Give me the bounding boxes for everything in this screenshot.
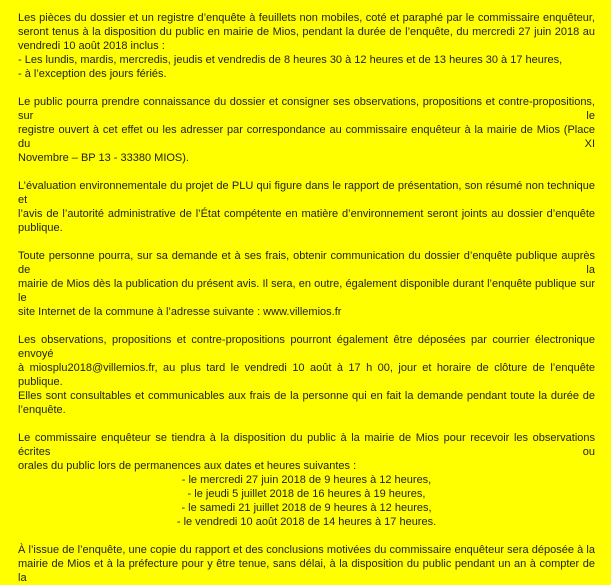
text-line: - à l’exception des jours fériés. <box>18 68 167 80</box>
text-line: registre ouvert à cet effet ou les adresser par correspondance au commissaire enquêteur à la mairie de Mios (Place du XI <box>18 124 595 150</box>
text-line: site Internet de la commune à l’adresse suivante : www.villemios.fr <box>18 306 342 318</box>
text-line: l’enquête. <box>18 404 66 416</box>
text-line: Les pièces du dossier et un registre d’enquête à feuillets non mobiles, coté et paraphé par le commissaire enquêteur, <box>18 12 595 24</box>
list-item: - le jeudi 5 juillet 2018 de 16 heures à 19 heures, <box>187 488 426 500</box>
paragraph-dossier-availability <box>18 11 595 81</box>
text-line: seront tenus à la disposition du public en mairie de Mios, pendant la durée de l’enquête, du mercredi 27 juin 2018 au <box>18 26 595 38</box>
paragraph-email-observations <box>18 333 595 417</box>
text-line: orales du public lors de permanences aux dates et heures suivantes : <box>18 460 357 472</box>
list-item: - le vendredi 10 août 2018 de 14 heures à 17 heures. <box>176 516 437 528</box>
text-line: publique. <box>18 222 63 234</box>
text-line: mairie de Mios et à la préfecture pour y être tenue, sans délai, à la disposition du public pendant un an à compter de la <box>18 558 595 584</box>
text-line: - Les lundis, mardis, mercredis, jeudis et vendredis de 8 heures 30 à 12 heures et de 13 heures 30 à 17 heures, <box>18 54 563 66</box>
paragraph-environmental-evaluation <box>18 179 595 235</box>
text-line: L’évaluation environnementale du projet de PLU qui figure dans le rapport de présentation, son résumé non technique et <box>18 180 595 206</box>
text-line: l’avis de l’autorité administrative de l’État compétente en matière d’environnement seront joints au dossier d’enquête <box>18 208 595 220</box>
text-line: Le commissaire enquêteur se tiendra à la disposition du public à la mairie de Mios pour recevoir les observations écrites ou <box>18 432 595 458</box>
list-item: - le mercredi 27 juin 2018 de 9 heures à 12 heures, <box>181 474 432 486</box>
text-line: Elles sont consultables et communicables aux frais de la personne qui en fait la demande pendant toute la durée de <box>18 390 595 402</box>
text-line: À l’issue de l’enquête, une copie du rapport et des conclusions motivées du commissaire enquêteur sera déposée à la <box>18 544 595 556</box>
text-line: Les observations, propositions et contre-propositions pourront également être déposées par courrier électronique envoyé <box>18 334 595 360</box>
text-line: vendredi 10 août 2018 inclus : <box>18 40 165 52</box>
paragraph-public-observations <box>18 95 595 165</box>
paragraph-closing <box>18 543 595 585</box>
text-line: Toute personne pourra, sur sa demande et à ses frais, obtenir communication du dossier d’enquête publique auprès de la <box>18 250 595 276</box>
text-line: Novembre – BP 13 - 33380 MIOS). <box>18 152 189 164</box>
paragraph-permanences-intro <box>18 431 595 473</box>
list-item: - le samedi 21 juillet 2018 de 9 heures à 12 heures, <box>181 502 432 514</box>
permanences-list <box>18 473 595 529</box>
text-line: Le public pourra prendre connaissance du dossier et consigner ses observations, propositions et contre-propositions, sur le <box>18 96 595 122</box>
text-line: à miosplu2018@villemios.fr, au plus tard le vendredi 10 août à 17 h 00, jour et horaire de clôture de l’enquête publique. <box>18 362 595 388</box>
text-line: mairie de Mios dès la publication du présent avis. Il sera, en outre, également disponible durant l’enquête publique sur le <box>18 278 595 304</box>
paragraph-dossier-communication <box>18 249 595 319</box>
